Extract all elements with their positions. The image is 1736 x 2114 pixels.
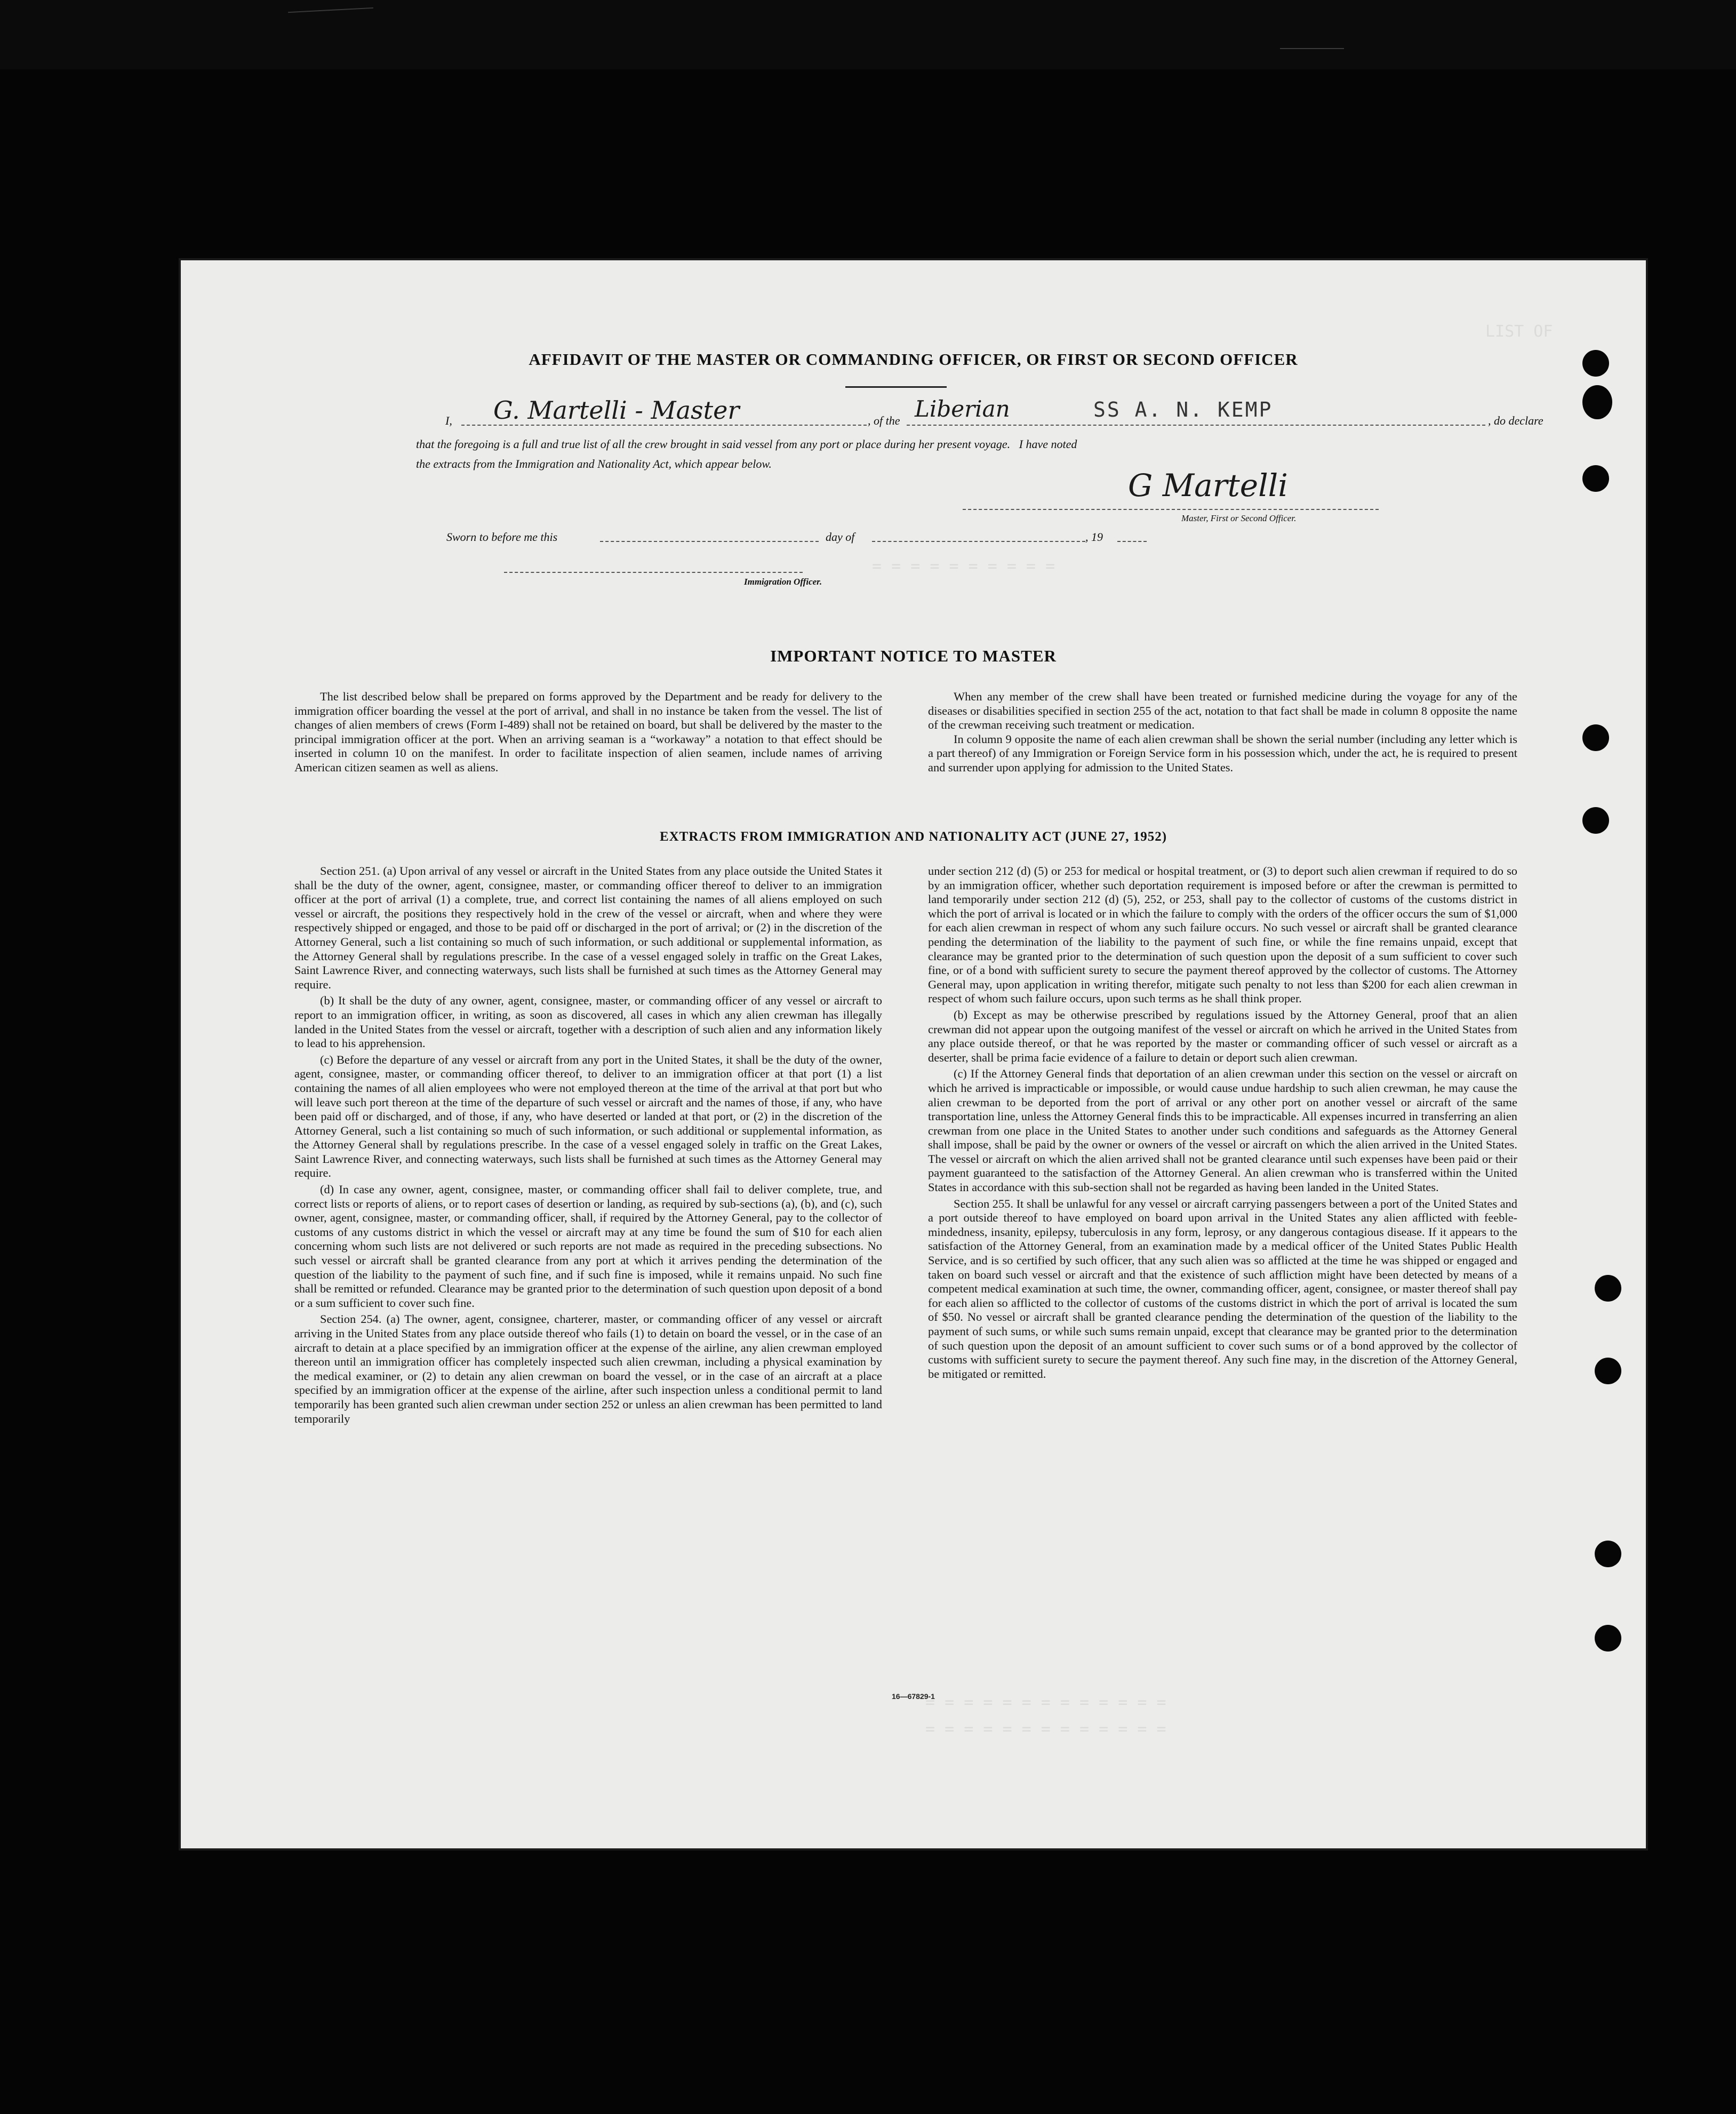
declaration-line-2: the extracts from the Immigration and Nationality Act, which appear below. bbox=[416, 457, 772, 470]
bleed-through-texture: LIST OF bbox=[1485, 322, 1553, 341]
affidavit-title: AFFIDAVIT OF THE MASTER OR COMMANDING OFFICER, OR FIRST OR SECOND OFFICER bbox=[529, 350, 1298, 369]
extract-paragraph: Section 255. It shall be unlawful for any vessel or aircraft carrying passengers between a port of the United States and a port outside thereof to have employed on board upon arrival in the United States any alien afflicted with feeble-mindedness, insanity, epilepsy, tuberculosis in any form, leprosy, or any dangerous contagious disease. If it appears to the satisfaction of the Attorney General, from an examination made by a medical officer of the United States Public Health Service, and is so certified by such officer, that any such alien was so afflicted at the time he was shipped or engaged and taken on board such vessel or aircraft and that the existence of such affliction might have been detected by means of a competent medical examination at such time, the owner, commanding officer, agent, consignee, or master thereof shall pay for each alien so afflicted to the collector of customs of the customs district in which the port of arrival is located the sum of $50. No vessel or aircraft shall be granted clearance pending the determination of the question of the liability to the payment of such sums, or while such sums remain unpaid, except that clearance may be granted prior to the determination of such question upon the deposit of an amount sufficient to cover such sums or of a bond approved by the collector of customs with sufficient surety to secure the payment thereof. Any such fine may, in the discretion of the Attorney General, be mitigated or remitted. bbox=[928, 1196, 1517, 1381]
declaration-line-1: that the foregoing is a full and true list of all the crew brought in said vessel from any port or place during her present voyage. I have noted bbox=[416, 437, 1077, 451]
notice-left-column bbox=[294, 690, 882, 775]
punch-hole bbox=[1595, 1541, 1621, 1567]
extract-paragraph: (c) If the Attorney General finds that deportation of an alien crewman under this section on the vessel or aircraft on which he arrived is impracticable or impossible, or would cause undue hardship to such alien crewman, he may cause the alien crewman to be deported from the port of arrival or any other port on another vessel or aircraft of the same transportation line, unless the Attorney General finds this to be impracticable. All expenses incurred in transferring an alien crewman from one place in the United States to another under such conditions and safeguards as the Attorney General shall impose, shall be paid by the owner or owners of the vessel or aircraft on which the alien arrived in the United States. The vessel or aircraft on which the alien arrived shall not be granted clearance until such expenses have been paid or their payment guaranteed to the satisfaction of the Attorney General. An alien crewman who is transferred within the United States in accordance with this sub-section shall not be regarded as having been landed in the United States. bbox=[928, 1067, 1517, 1194]
notice-paragraph: In column 9 opposite the name of each alien crewman shall be shown the serial number (including any letter which is a part thereof) of any Immigration or Foreign Service form in his possession which, under the act, he is required to present and surrender upon applying for admission to the United States. bbox=[928, 732, 1517, 774]
sworn-date-line bbox=[600, 541, 819, 542]
extract-paragraph: Section 254. (a) The owner, agent, consignee, charterer, master, or commanding officer of any vessel or aircraft arriving in the United States from any place outside thereof who fails (1) to detain on board the vessel, or in the case of an aircraft to detain at a place specified by an immigration officer at the expense of the airline, any alien crewman employed thereon until an immigration officer has completely inspected such alien crewman, including a physical examination by the medical examiner, or (2) to detain any alien crewman on board the vessel, or in the case of an aircraft at a place specified by an immigration officer at the expense of the airline, after such inspection unless a conditional permit to land temporarily has been granted such alien crewman under section 252 or unless an alien crewman has been permitted to land temporarily bbox=[294, 1312, 882, 1425]
officer-signature-line bbox=[504, 572, 803, 573]
notice-paragraph: The list described below shall be prepared on forms approved by the Department and be ready for delivery to the immigration officer boarding the vessel at the port of arrival, and shall in no instance be taken from the vessel. The list of changes of alien members of crews (Form I-489) shall not be retained on board, but shall be delivered by the master to the principal immigration officer at the port. When an arriving seaman is a “workaway” a notation to that effect should be inserted in column 10 on the manifest. In order to facilitate inspection of alien seamen, include names of arriving American citizen seamen as well as aliens. bbox=[294, 690, 882, 774]
day-of-label: day of bbox=[826, 530, 855, 544]
bleed-through-texture: = = = = = = = = = = = = = bbox=[925, 1720, 1166, 1738]
punch-hole bbox=[1582, 807, 1609, 834]
sworn-label: Sworn to before me this bbox=[446, 530, 558, 544]
i-label: I, bbox=[445, 414, 452, 427]
sworn-month-line bbox=[872, 541, 1085, 542]
title-rule bbox=[845, 386, 947, 388]
extract-paragraph: (b) Except as may be otherwise prescribed by regulations issued by the Attorney General, proof that an alien crewman did not appear upon the outgoing manifest of the vessel or aircraft on which he arrived in the United States from any place outside thereof, or that he was reported by the master or commanding officer of such vessel or aircraft as a deserter, shall be prima facie evidence of a failure to detain or deport such alien crewman. bbox=[928, 1008, 1517, 1064]
bleed-through-texture: = = = = = = = = = = bbox=[872, 557, 1055, 576]
punch-hole bbox=[1582, 385, 1612, 419]
extract-paragraph: (d) In case any owner, agent, consignee, master, or commanding officer shall fail to deliver complete, true, and correct lists or reports of aliens, or to report cases of desertion or landing, as required by sub-sections (a), (b), and (c), such owner, agent, consignee, master, or commanding officer, shall, if required by the Attorney General, pay to the collector of customs of any customs district in which the vessel or aircraft may at any time be found the sum of $10 for each alien concerning whom such lists are not delivered or such reports are not made as required in the preceding subsections. No such vessel or aircraft shall be granted clearance from any port at which it arrives pending the determination of the question of the liability to the payment of such fine, and if such fine is imposed, while it remains unpaid. No such fine shall be remitted or refunded. Clearance may be granted prior to the determination of such question upon deposit of a bond or a sum sufficient to cover such fine. bbox=[294, 1183, 882, 1310]
extract-paragraph: (c) Before the departure of any vessel or aircraft from any port in the United States, it shall be the duty of the owner, agent, consignee, master, or commanding officer thereof, to deliver to an immigration officer at that port (1) a list containing the names of all alien employees who were not employed thereon at the time of the arrival at that port but who will leave such port thereon at the time of the departure of such vessel or aircraft and the names of those, if any, who have been paid off or discharged, and of those, if any, who have deserted or landed at that port, or (2) in the discretion of the Attorney General, such a list containing so much of such information, or such additional or supplemental information, as the Attorney General shall by regulations prescribe. In the case of a vessel engaged solely in traffic on the Great Lakes, Saint Lawrence River, and connecting waterways, such lists shall be furnished at such times as the Attorney General may require. bbox=[294, 1052, 882, 1180]
notice-paragraph: When any member of the crew shall have been treated or furnished medicine during the voyage for any of the diseases or disabilities specified in section 255 of the act, notation to that fact shall be made in column 8 opposite the name of the crewman receiving such treatment or medication. bbox=[928, 690, 1517, 732]
punch-hole bbox=[1595, 1625, 1621, 1652]
officer-caption: Immigration Officer. bbox=[744, 577, 822, 587]
punch-hole bbox=[1595, 1275, 1621, 1302]
bleed-through-texture: = = = = = = = = = = = = = bbox=[925, 1693, 1166, 1712]
vessel-line bbox=[907, 425, 1485, 426]
notice-title: IMPORTANT NOTICE TO MASTER bbox=[770, 647, 1057, 665]
master-name-line bbox=[461, 425, 867, 426]
punch-hole bbox=[1582, 724, 1609, 751]
master-signature: G Martelli bbox=[1128, 467, 1288, 504]
of-the-label: , of the bbox=[868, 414, 900, 427]
film-border-top bbox=[0, 0, 1736, 69]
extract-paragraph: under section 212 (d) (5) or 253 for medical or hospital treatment, or (3) to deport such alien crewman if required to do so by an immigration officer, whether such deportation requirement is imposed before or after the crewman is permitted to land temporarily under section 212 (d) (5), 252, or 253, shall pay to the collector of customs of the customs district in which the port of arrival is located or in which the failure to comply with the orders of the officer occurs the sum of $1,000 for each alien crewman in respect of whom any such failure occurs. No such vessel or aircraft shall be granted clearance pending the determination of the liability to the payment of such fine, or while the fine remains unpaid, except that clearance may be granted prior to the determination of such question upon the deposit of a sum sufficient to cover such fine, or of a bond with sufficient surety to secure the payment thereof approved by the collector of customs. The Attorney General may, upon application in writing therefor, mitigate such penalty to not less than $200 for each alien crewman in respect of whom such failure occurs, upon such terms as he shall think proper. bbox=[928, 864, 1517, 1006]
declare-label: , do declare bbox=[1488, 414, 1543, 427]
punch-hole bbox=[1582, 350, 1609, 377]
extracts-title: EXTRACTS FROM IMMIGRATION AND NATIONALITY ACT (JUNE 27, 1952) bbox=[659, 829, 1167, 844]
master-name-handwritten: G. Martelli - Master bbox=[493, 396, 740, 425]
film-scratch bbox=[1280, 48, 1344, 49]
extract-paragraph: Section 251. (a) Upon arrival of any vessel or aircraft in the United States from any place outside the United States it shall be the duty of the owner, agent, consignee, master, or commanding officer thereof to deliver to an immigration officer at the port of arrival (1) a complete, true, and correct list containing the names of all aliens employed on such vessel or aircraft, the positions they respectively hold in the crew of the vessel or aircraft, when and where they were respectively shipped or engaged, and those to be paid off or discharged in the port of arrival; or (2) in the discretion of the Attorney General, such a list containing so much of such information, or such additional or supplemental information, as the Attorney General shall by regulations prescribe. In the case of a vessel engaged solely in traffic on the Great Lakes, Saint Lawrence River, and connecting waterways, such lists shall be furnished at such times as the Attorney General may require. bbox=[294, 864, 882, 991]
vessel-name-stamp: SS A. N. KEMP bbox=[1093, 398, 1273, 421]
notice-right-column bbox=[928, 690, 1517, 775]
document-page bbox=[179, 258, 1648, 1850]
punch-hole bbox=[1595, 1358, 1621, 1384]
sworn-year-line bbox=[1117, 541, 1147, 542]
signature-caption: Master, First or Second Officer. bbox=[1181, 513, 1297, 523]
year-label: , 19 bbox=[1085, 530, 1103, 544]
punch-hole bbox=[1582, 465, 1609, 492]
extract-paragraph: (b) It shall be the duty of any owner, agent, consignee, master, or commanding officer of any vessel or aircraft to report to an immigration officer, in writing, as soon as discovered, all cases in which any alien crewman has illegally landed in the United States from the vessel or aircraft, together with a description of such alien and any information likely to lead to his apprehension. bbox=[294, 994, 882, 1050]
form-number: 16—67829-1 bbox=[892, 1692, 935, 1701]
extracts-left-column bbox=[294, 864, 882, 1426]
vessel-nationality-handwritten: Liberian bbox=[915, 396, 1010, 422]
extracts-right-column bbox=[928, 864, 1517, 1381]
signature-line bbox=[963, 509, 1379, 510]
